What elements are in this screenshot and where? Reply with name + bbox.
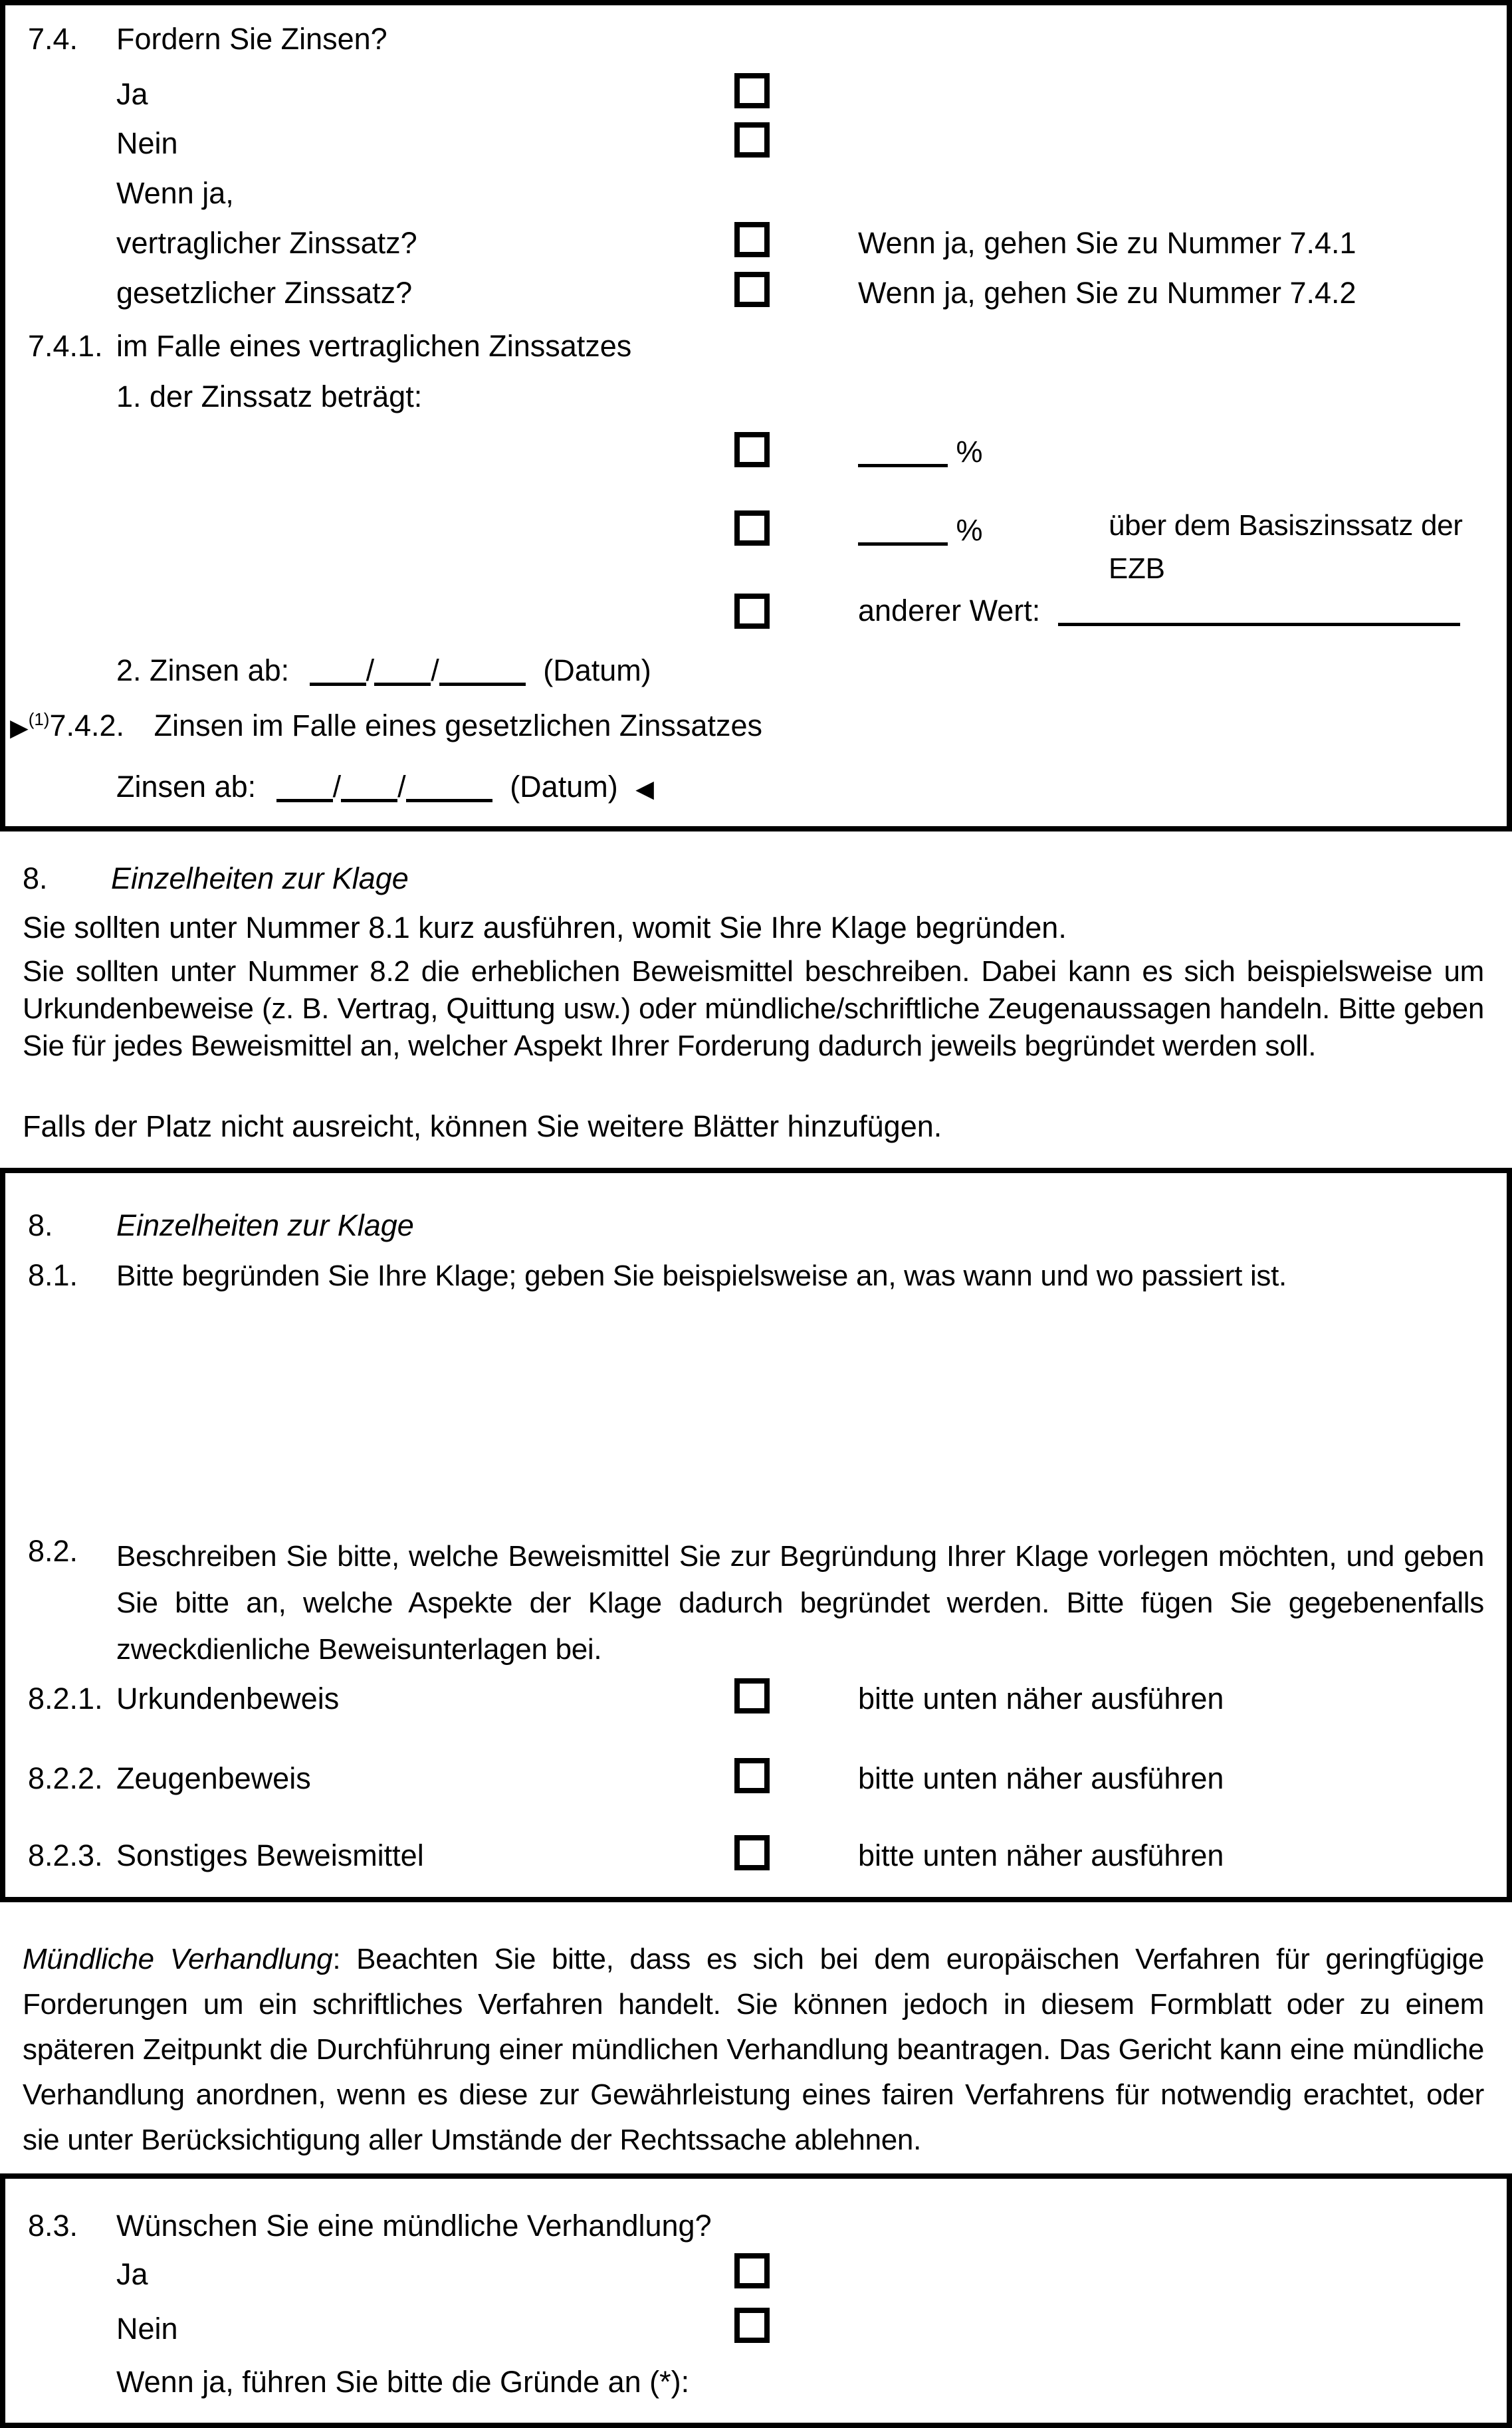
item-8-1-label: Bitte begründen Sie Ihre Klage; geben Sie beispielsweise an, was wann und wo passiert ist. <box>116 1260 1287 1292</box>
item-8-2-3-number: 8.2.3. <box>28 1838 103 1872</box>
oral-hearing-note-rest: : Beachten Sie bitte, dass es sich bei dem europäischen Verfahren für geringfügige Forderungen um ein schriftliches Verfahren handelt. Sie können jedoch in diesem Formblatt oder zu einem späteren Zeitpunkt die Durchführung einer mündlichen Verhandlung beantragen. Das Gericht kann eine mündliche Verhandlung anordnen, wenn es diese zur Gewährleistung eines fairen Verfahrens für notwendig erachtet, oder sie unter Berücksichtigung aller Umstände der Rechtssache ablehnen. <box>23 1943 1484 2156</box>
rate-percent-ezb-input-line[interactable] <box>858 516 948 546</box>
date-day-input-line[interactable] <box>310 656 366 686</box>
section-7-4-box <box>0 0 1512 831</box>
note-8-paragraph-1: Sie sollten unter Nummer 8.1 kurz ausführen, womit Sie Ihre Klage begründen. <box>23 911 1067 944</box>
vertraglicher-zinssatz-label: vertraglicher Zinssatz? <box>116 226 417 260</box>
checkbox-verhandlung-ja[interactable] <box>734 2253 770 2288</box>
item-7-4-1-label: im Falle eines vertraglichen Zinssatzes <box>116 329 632 363</box>
date742-month-input-line[interactable] <box>341 772 397 802</box>
section-8-title: Einzelheiten zur Klage <box>116 1208 414 1242</box>
note-8-number: 8. <box>23 861 48 895</box>
gesetzlicher-zinssatz-label: gesetzlicher Zinssatz? <box>116 276 413 310</box>
section-8-3-box <box>0 2173 1512 2428</box>
checkbox-zinssatz-prozent[interactable] <box>734 432 770 467</box>
zinsen-ab-742-row <box>116 769 654 807</box>
section-8-number: 8. <box>28 1208 53 1242</box>
item-7-4-2-heading <box>10 708 762 748</box>
date-slash-2: / <box>431 653 439 687</box>
note-8-paragraph-2: Sie sollten unter Nummer 8.2 die erheblichen Beweismittel beschreiben. Dabei kann es sich beispielsweise um Urkundenbeweise (z. B. Vertrag, Quittung usw.) oder mündliche/schriftliche Zeugenaussagen handeln. Bitte geben Sie für jedes Beweismittel an, welcher Aspekt Ihrer Forderung dadurch jeweils begründet werden soll. <box>23 955 1484 1062</box>
item-7-4-2-number: 7.4.2. <box>49 709 125 742</box>
item-8-3-number: 8.3. <box>28 2209 78 2243</box>
oral-hearing-note-lead: Mündliche Verhandlung <box>23 1943 333 1975</box>
checkbox-vertraglicher-zinssatz[interactable] <box>734 222 770 257</box>
item-8-2-1-number: 8.2.1. <box>28 1682 103 1715</box>
datum-label: (Datum) <box>543 653 651 687</box>
date742-slash: / <box>332 770 342 804</box>
item-8-2-2-hint: bitte unten näher ausführen <box>858 1761 1224 1795</box>
oral-hearing-note <box>23 1937 1484 2163</box>
rate-percent-input-line[interactable] <box>858 437 948 467</box>
section-8-box <box>0 1168 1512 1902</box>
note-8-paragraph-3: Falls der Platz nicht ausreicht, können Sie weitere Blätter hinzufügen. <box>23 1109 942 1143</box>
percent-sign: % <box>956 435 983 469</box>
zinsen-ab-742-label: Zinsen ab: <box>116 770 257 804</box>
item-7-4-2-label: Zinsen im Falle eines gesetzlichen Zinssatzes <box>154 709 762 742</box>
item-8-2-label: Beschreiben Sie bitte, welche Beweismittel Sie zur Begründung Ihrer Klage vorlegen möchten, und geben Sie bitte an, welche Aspekte der Klage dadurch begründet werden. Bitte fügen Sie gegebenenfalls zweckdienliche Beweisunterlagen bei. <box>116 1540 1484 1666</box>
item-8-2-3-hint: bitte unten näher ausführen <box>858 1838 1224 1872</box>
nein-label: Nein <box>116 126 178 160</box>
item-8-3-question: Wünschen Sie eine mündliche Verhandlung? <box>116 2209 712 2243</box>
checkbox-anderer-wert[interactable] <box>734 594 770 629</box>
anderer-wert-input-line[interactable] <box>1058 596 1460 626</box>
date-month-input-line[interactable] <box>374 656 431 686</box>
rate-percent-row <box>858 434 983 470</box>
anderer-wert-row <box>858 593 1460 629</box>
zinsen-ab-2-row <box>116 653 651 689</box>
checkbox-gesetzlicher-zinssatz[interactable] <box>734 272 770 307</box>
date742-year-input-line[interactable] <box>406 772 492 802</box>
date-year-input-line[interactable] <box>439 656 526 686</box>
date742-slash-2: / <box>397 770 406 804</box>
percent-sign-ezb: % <box>956 513 983 547</box>
item-8-2-2-label: Zeugenbeweis <box>116 1761 311 1795</box>
checkbox-zinsen-nein[interactable] <box>734 122 770 158</box>
item-7-4-question: Fordern Sie Zinsen? <box>116 22 387 56</box>
rate-intro-label: 1. der Zinssatz beträgt: <box>116 380 423 413</box>
date742-day-input-line[interactable] <box>276 772 333 802</box>
item-8-2-2-number: 8.2.2. <box>28 1761 103 1795</box>
item-7-4-1-number: 7.4.1. <box>28 329 103 363</box>
wenn-ja-label: Wenn ja, <box>116 176 234 210</box>
item-8-2-1-hint: bitte unten näher ausführen <box>858 1682 1224 1715</box>
checkbox-zinssatz-prozent-ezb[interactable] <box>734 510 770 546</box>
section-start-marker-icon: ▶ <box>10 714 29 741</box>
checkbox-zinsen-ja[interactable] <box>734 73 770 108</box>
footnote-1-superscript: (1) <box>28 709 50 729</box>
date-slash: / <box>366 653 375 687</box>
checkbox-sonstiges-beweismittel[interactable] <box>734 1835 770 1870</box>
checkbox-verhandlung-nein[interactable] <box>734 2308 770 2343</box>
item-8-2-1-label: Urkundenbeweis <box>116 1682 340 1715</box>
section-end-marker-icon: ◀ <box>635 775 654 802</box>
rate-percent-ezb-row <box>858 512 983 548</box>
checkbox-zeugenbeweis[interactable] <box>734 1758 770 1793</box>
ja-label: Ja <box>116 77 148 111</box>
item-7-4-number: 7.4. <box>28 22 78 56</box>
item-8-2-3-label: Sonstiges Beweismittel <box>116 1838 424 1872</box>
zinsen-ab-2-label: 2. Zinsen ab: <box>116 653 290 687</box>
gesetzlicher-zinssatz-hint: Wenn ja, gehen Sie zu Nummer 7.4.2 <box>858 276 1356 310</box>
reasons-label: Wenn ja, führen Sie bitte die Gründe an (*): <box>116 2365 690 2399</box>
nein-83-label: Nein <box>116 2312 178 2346</box>
item-8-2-number: 8.2. <box>28 1534 78 1568</box>
vertraglicher-zinssatz-hint: Wenn ja, gehen Sie zu Nummer 7.4.1 <box>858 226 1356 260</box>
datum-742-label: (Datum) <box>510 770 618 804</box>
item-8-1-number: 8.1. <box>28 1258 78 1292</box>
note-8-title: Einzelheiten zur Klage <box>111 861 409 895</box>
checkbox-urkundenbeweis[interactable] <box>734 1678 770 1713</box>
ezb-base-rate-label: über dem Basiszinssatz der EZB <box>1109 509 1463 585</box>
anderer-wert-label: anderer Wert: <box>858 594 1041 627</box>
ja-83-label: Ja <box>116 2257 148 2291</box>
